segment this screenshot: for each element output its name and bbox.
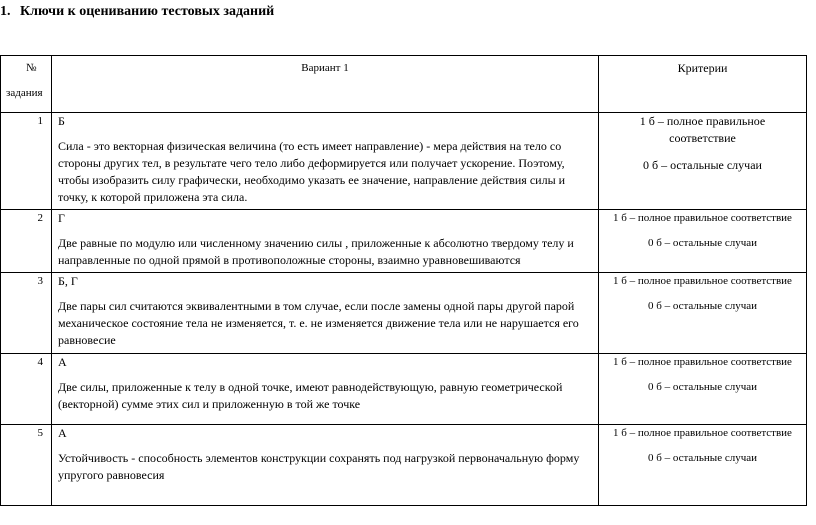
row-answer: А (58, 426, 67, 440)
criteria-other: 0 б – остальные случаи (647, 300, 757, 312)
row-variant-cell (52, 273, 599, 354)
criteria-full: 1 б – полное правильное соответствие (613, 212, 792, 224)
row-criteria-cell (599, 113, 807, 210)
header-number-cell (1, 56, 52, 113)
criteria-other: 0 б – остальные случаи (647, 237, 757, 249)
table-header-row (1, 56, 807, 113)
row-criteria-cell (599, 273, 807, 354)
heading-title: Ключи к оцениванию тестовых заданий (20, 4, 275, 19)
row-variant-cell (52, 113, 599, 210)
header-criteria-cell: Критерии (599, 56, 807, 113)
row-definition: Две пары сил считаются эквивалентными в том случае, если после замены одной пары другой парой механическое состояние тела не изменяется, т. е. не изменяется движение тела или не нарушается его равновесие (58, 299, 579, 347)
criteria-other: 0 б – остальные случаи (647, 452, 757, 464)
row-number: 5 (1, 425, 52, 506)
row-criteria-cell (599, 354, 807, 425)
criteria-full: 1 б – полное правильное соответствие (613, 427, 792, 439)
table-row (1, 354, 807, 425)
heading-number: 1. (0, 4, 11, 19)
table-row (1, 210, 807, 273)
document-heading (0, 4, 274, 20)
criteria-other: 0 б – остальные случаи (647, 381, 757, 393)
row-number: 3 (1, 273, 52, 354)
row-answer: Г (58, 211, 65, 225)
row-number: 2 (1, 210, 52, 273)
criteria-full: 1 б – полное правильное соответствие (613, 275, 792, 287)
row-definition: Две силы, приложенные к телу в одной точке, имеют равнодействующую, равную геометрической (векторной) сумме этих сил и приложенную в той же точке (58, 380, 563, 411)
row-variant-cell (52, 354, 599, 425)
row-definition: Устойчивость - способность элементов конструкции сохранять под нагрузкой первоначальную форму упругого равновесия (58, 451, 580, 482)
row-number: 4 (1, 354, 52, 425)
table-row (1, 273, 807, 354)
row-criteria-cell (599, 425, 807, 506)
row-number: 1 (1, 113, 52, 210)
criteria-full: 1 б – полное правильное соответствие (639, 114, 766, 145)
row-definition: Сила - это векторная физическая величина (то есть имеет направление) - мера действия на тело со стороны других тел, в результате чего тело либо деформируется или получает ускорение. Поэтому, чтобы изобразить силу графически, необходимо указать ее значение, направление действия силы и точку, к которой приложена эта сила. (58, 139, 566, 204)
header-variant-cell: Вариант 1 (52, 56, 599, 113)
table-row (1, 113, 807, 210)
table-row (1, 425, 807, 506)
criteria-full: 1 б – полное правильное соответствие (613, 356, 792, 368)
row-definition: Две равные по модулю или численному значению силы , приложенные к абсолютно твердому телу и направленные по одной прямой в противоположные стороны, взаимно уравновешиваются (58, 236, 574, 267)
header-number-label: задания (6, 87, 43, 99)
criteria-other: 0 б – остальные случаи (643, 158, 762, 172)
row-answer: А (58, 355, 67, 369)
header-number-symbol: № (26, 62, 37, 74)
row-variant-cell (52, 210, 599, 273)
row-criteria-cell (599, 210, 807, 273)
answer-key-table (0, 55, 807, 506)
row-answer: Б, Г (58, 274, 78, 288)
row-variant-cell (52, 425, 599, 506)
row-answer: Б (58, 114, 65, 128)
